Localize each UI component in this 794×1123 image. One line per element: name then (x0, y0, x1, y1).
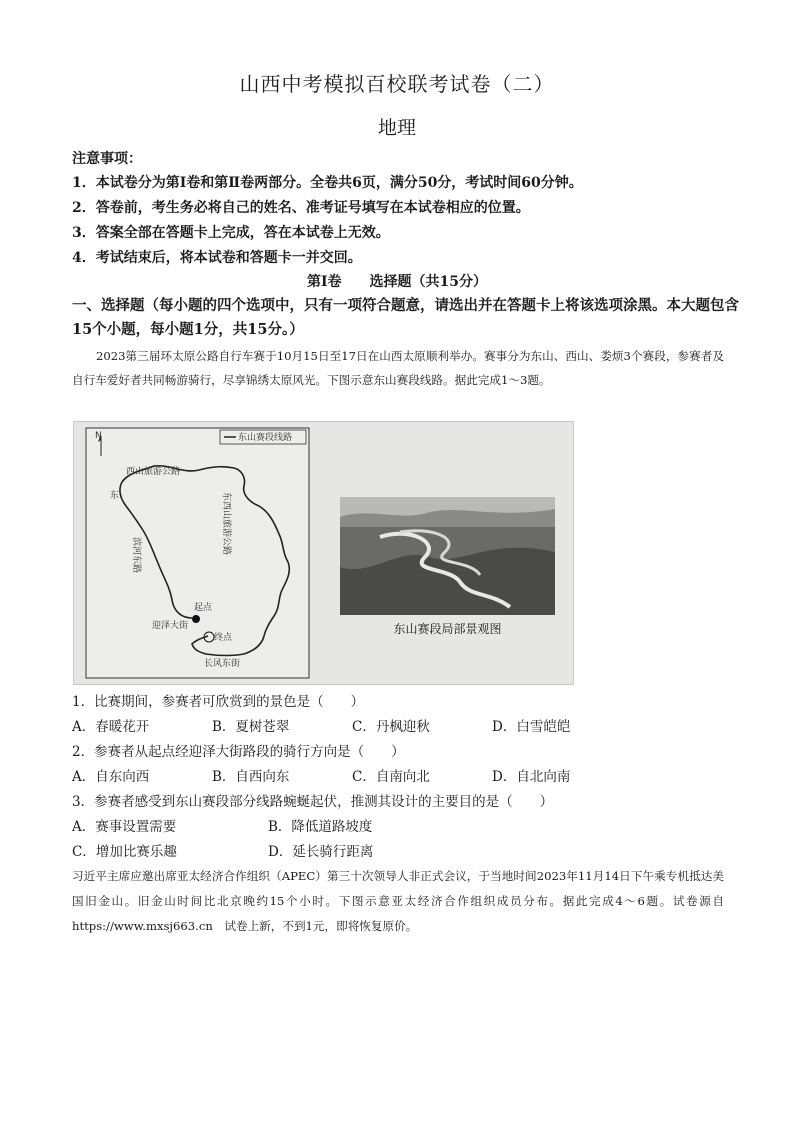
exam-title: 山西中考模拟百校联考试卷（二） (239, 72, 555, 96)
section-title: 第Ⅰ卷 选择题（共15分） (306, 274, 488, 290)
questions-block (72, 690, 752, 865)
question-1-options (72, 715, 752, 740)
option-d[interactable]: D．自北向南 (492, 769, 571, 785)
landscape-photo (340, 497, 555, 615)
route-figure (73, 421, 574, 685)
option-d[interactable]: D．白雪皑皑 (492, 719, 571, 735)
option-b[interactable]: B．自西向东 (212, 769, 290, 785)
road-label-west-side: 东 (110, 491, 120, 501)
option-c[interactable]: C．自南向北 (352, 769, 430, 785)
question-1-stem: 1．比赛期间，参赛者可欣赏到的景色是（ ） (72, 694, 365, 710)
legend-label: 东山赛段线路 (238, 433, 293, 443)
option-c[interactable]: C．增加比赛乐趣 (72, 844, 177, 860)
section-instruction: 一、选择题（每小题的四个选项中，只有一项符合题意，请选出并在答题卡上将该选项涂黑。本大题包含15个小题，每小题1分，共15分。） (72, 297, 739, 338)
question-3-stem: 3．参赛者感受到东山赛段部分线路蜿蜒起伏，推测其设计的主要目的是（ ） (72, 794, 554, 810)
exam-subject: 地理 (377, 117, 416, 139)
street-changfeng: 长风东街 (204, 659, 241, 669)
question-intro-2: 习近平主席应邀出席亚太经济合作组织（APEC）第三十次领导人非正式会议，于当地时间2023年11月14日下午乘专机抵达美国旧金山。旧金山时间比北京晚约15个小时。下图示意亚太经济合作组织成员分布。据此完成4～6题。试卷源自 https://www.mxsj663.cn 试卷上新，不到1元，即将恢复原价。 (72, 869, 724, 933)
question-2-options (72, 765, 752, 790)
option-a[interactable]: A．春暖花开 (72, 719, 150, 735)
start-marker (192, 615, 200, 623)
note-item: 2．答卷前，考生务必将自己的姓名、准考证号填写在本试卷相应的位置。 (72, 200, 530, 216)
option-a[interactable]: A．自东向西 (72, 769, 150, 785)
svg-text:西山旅游公路: 西山旅游公路 (126, 467, 181, 477)
end-label: 终点 (214, 633, 233, 643)
question-3-options-row2 (72, 840, 752, 865)
question-intro-1: 2023第三届环太原公路自行车赛于10月15日至17日在山西太原顺利举办。赛事分为东山、西山、娄烦3个赛段，参赛者及自行车爱好者共同畅游骑行，尽享锦绣太原风光。下图示意东山赛段线路。据此完成1～3题。 (72, 349, 724, 387)
note-item: 3．答案全部在答题卡上完成，答在本试卷上无效。 (72, 225, 390, 241)
road-label-binhe: 滨河东路 (131, 537, 141, 574)
question-3-options-row1 (72, 815, 752, 840)
notes-list (72, 171, 752, 271)
option-a[interactable]: A．赛事设置需要 (72, 819, 177, 835)
option-b[interactable]: B．降低道路坡度 (268, 819, 373, 835)
road-label-east: 东西山旅游公路 (221, 492, 231, 556)
question-2-stem: 2．参赛者从起点经迎泽大街路段的骑行方向是（ ） (72, 744, 405, 760)
start-label: 起点 (194, 603, 213, 613)
option-b[interactable]: B．夏树苍翠 (212, 719, 290, 735)
notes-heading: 注意事项： (72, 151, 142, 167)
svg-text:N: N (95, 431, 102, 441)
photo-caption: 东山赛段局部景观图 (393, 622, 502, 636)
note-item: 1．本试卷分为第Ⅰ卷和第Ⅱ卷两部分。全卷共6页，满分50分，考试时间60分钟。 (72, 175, 583, 191)
street-yingze: 迎泽大街 (152, 621, 189, 631)
option-c[interactable]: C．丹枫迎秋 (352, 719, 430, 735)
winding-road-image (340, 497, 555, 615)
option-d[interactable]: D．延长骑行距离 (268, 844, 374, 860)
road-label-west (126, 465, 180, 477)
note-item: 4．考试结束后，将本试卷和答题卡一并交回。 (72, 250, 362, 266)
